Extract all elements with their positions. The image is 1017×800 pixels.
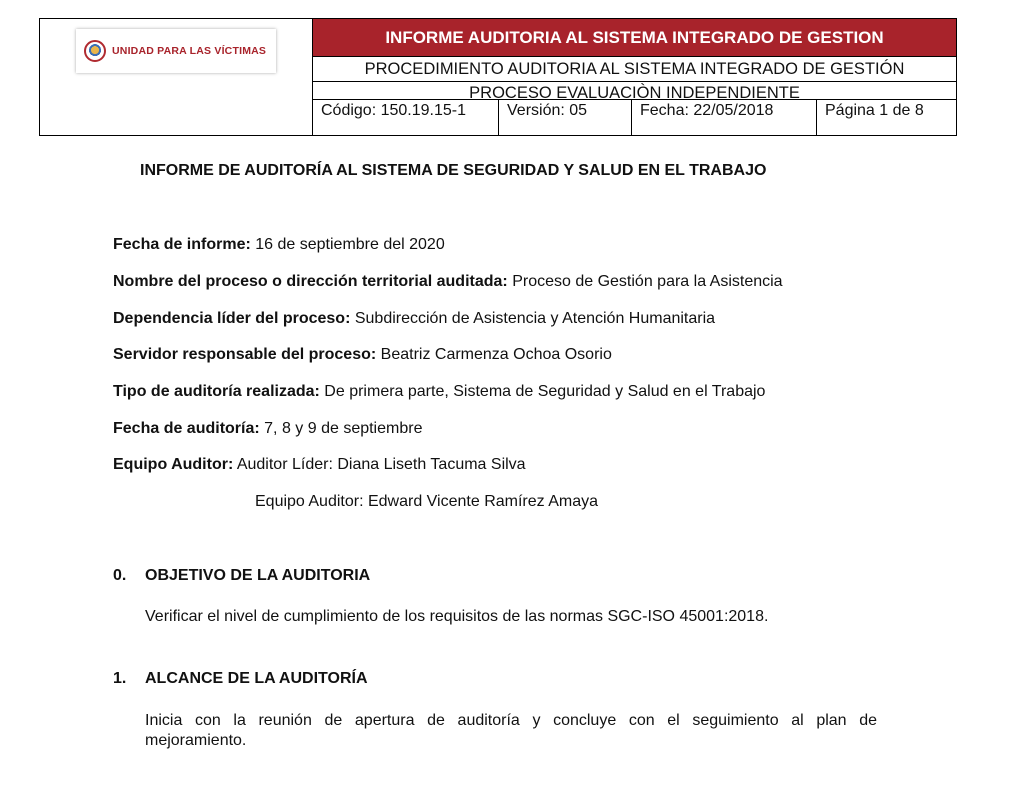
field-label: Fecha de informe: <box>113 236 251 253</box>
field-audit-type <box>113 383 765 401</box>
section-scope-text <box>145 711 877 751</box>
document-title: INFORME DE AUDITORÍA AL SISTEMA DE SEGURIDAD Y SALUD EN EL TRABAJO <box>140 162 767 179</box>
field-label: Fecha de auditoría: <box>113 420 260 437</box>
field-value: Beatriz Carmenza Ochoa Osorio <box>376 346 612 363</box>
header-procedure: PROCEDIMIENTO AUDITORIA AL SISTEMA INTEGRADO DE GESTIÓN <box>313 57 956 82</box>
field-value: 16 de septiembre del 2020 <box>250 236 445 253</box>
section-title: OBJETIVO DE LA AUDITORIA <box>145 567 371 584</box>
logo-text: UNIDAD PARA LAS VÍCTIMAS <box>112 45 267 57</box>
header-page: Página 1 de 8 <box>825 102 924 119</box>
field-label: Servidor responsable del proceso: <box>113 346 377 363</box>
scope-text-line: Inicia con la reunión de apertura de auditoría y concluye con el seguimiento al plan de <box>145 712 877 729</box>
section-objective-text: Verificar el nivel de cumplimiento de los requisitos de las normas SGC-ISO 45001:2018. <box>145 608 769 625</box>
section-number: 0. <box>113 567 127 584</box>
field-label: Nombre del proceso o dirección territorial auditada: <box>113 273 508 290</box>
field-label: Dependencia líder del proceso: <box>113 310 351 327</box>
scope-text-line: mejoramiento. <box>145 732 247 749</box>
document-header-table <box>39 18 957 136</box>
header-code: Código: 150.19.15-1 <box>313 100 499 135</box>
field-value: 7, 8 y 9 de septiembre <box>259 420 423 437</box>
field-lead-dependency <box>113 310 715 328</box>
field-value: Auditor Líder: Diana Liseth Tacuma Silva <box>233 456 526 473</box>
field-value: De primera parte, Sistema de Seguridad y Salud en el Trabajo <box>319 383 766 400</box>
field-label: Equipo Auditor: <box>113 456 234 473</box>
field-label: Tipo de auditoría realizada: <box>113 383 320 400</box>
field-responsible-officer <box>113 346 612 364</box>
section-title: ALCANCE DE LA AUDITORÍA <box>145 670 368 687</box>
field-process-name <box>113 273 783 291</box>
field-value: Proceso de Gestión para la Asistencia <box>507 273 783 290</box>
header-version: Versión: 05 <box>499 100 632 135</box>
logo-cell <box>40 19 313 135</box>
header-process: PROCESO EVALUACIÒN INDEPENDIENTE <box>313 82 956 100</box>
field-audit-team <box>113 456 526 474</box>
section-heading-objective <box>113 567 370 585</box>
field-audit-date <box>113 420 422 438</box>
header-date: Fecha: 22/05/2018 <box>632 100 817 135</box>
section-heading-scope <box>113 670 368 688</box>
organization-logo <box>76 29 276 73</box>
field-report-date <box>113 236 445 254</box>
colombia-seal-icon <box>84 40 106 62</box>
field-value: Subdirección de Asistencia y Atención Humanitaria <box>350 310 716 327</box>
header-title: INFORME AUDITORIA AL SISTEMA INTEGRADO DE GESTION <box>313 19 956 57</box>
section-number: 1. <box>113 670 127 687</box>
header-metadata-row <box>313 100 956 135</box>
field-audit-team-member: Equipo Auditor: Edward Vicente Ramírez Amaya <box>255 493 598 510</box>
